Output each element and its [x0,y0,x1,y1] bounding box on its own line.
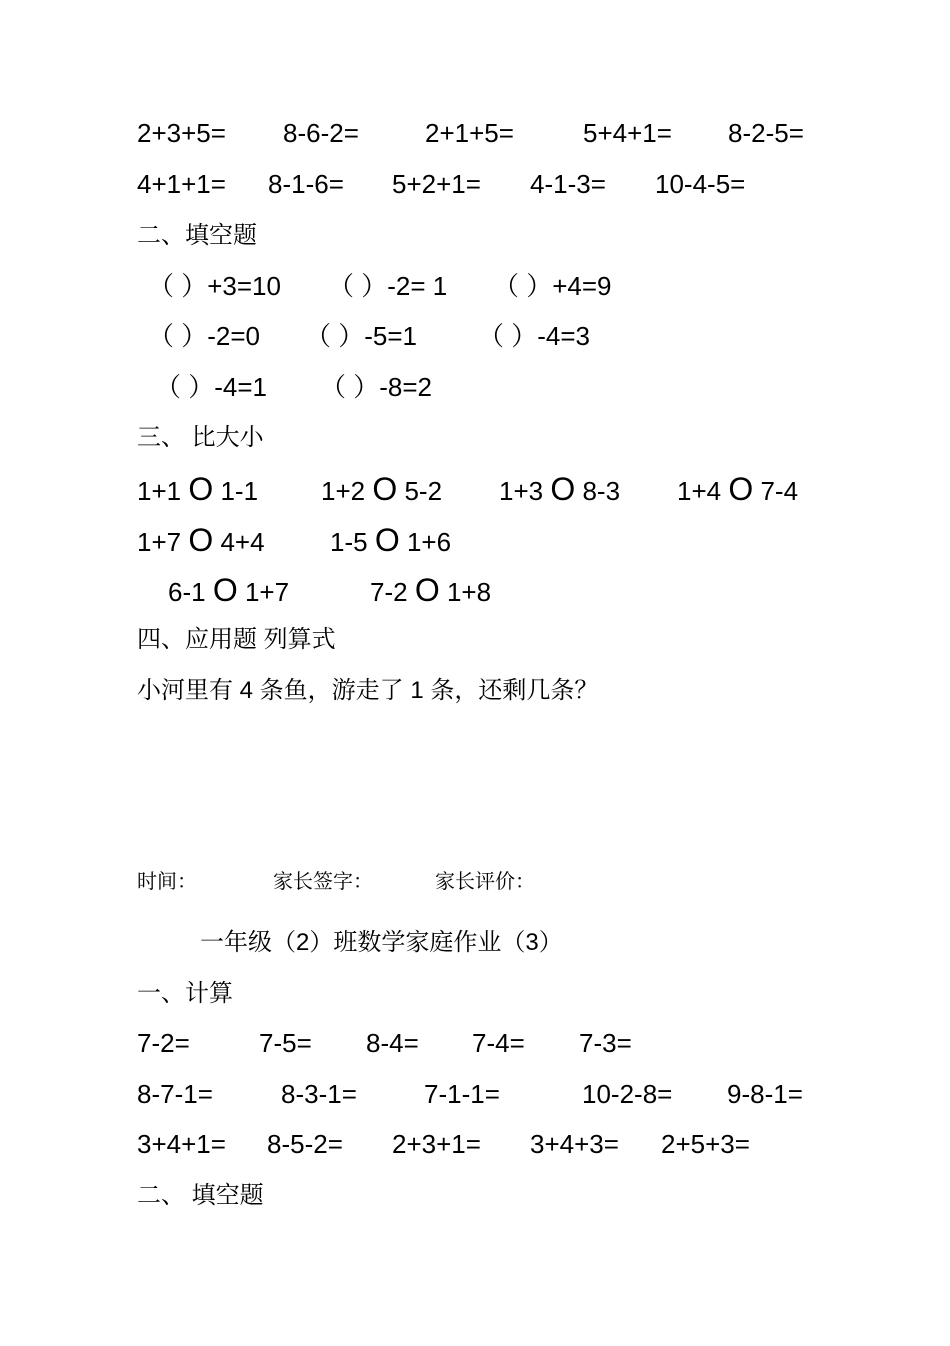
parent-sign-label: 家长签字： [273,871,373,893]
fill-blank: （ ）+3=10 [148,271,281,301]
expression: 5+4+1= [583,118,672,148]
expression: 4-1-3= [530,169,606,199]
compare-circle: O [188,522,214,558]
compare-left: 7-2 [370,577,408,607]
compare-circle: O [414,572,440,608]
section-heading-fill-2: 二、 填空题 [137,1182,264,1209]
section-heading-fill: 二、填空题 [137,222,257,249]
expression: 4+1+1= [137,169,226,199]
expression: 8-3-1= [281,1079,357,1109]
fill-blank: （ ）-8=2 [320,372,432,402]
compare-item [168,572,290,608]
expression: 2+5+3= [661,1129,750,1159]
expression: 2+3+5= [137,118,226,148]
fill-blank: （ ）-4=3 [478,321,590,351]
expression: 2+3+1= [392,1129,481,1159]
compare-right: 1+6 [406,527,452,557]
compare-item [499,471,621,507]
expression: 3+4+1= [137,1129,226,1159]
expression: 8-4= [366,1028,419,1058]
compare-right: 4+4 [220,527,265,557]
fill-blank: （ ）-2= 1 [328,271,448,301]
section-heading-compare: 三、 比大小 [137,424,264,451]
compare-circle: O [372,471,398,507]
compare-left: 1+2 [321,476,366,506]
compare-item [677,471,799,507]
expression: 9-8-1= [727,1079,803,1109]
expression: 7-1-1= [424,1079,500,1109]
section-heading-application: 四、应用题 列算式 [137,626,336,653]
compare-left: 1+1 [137,476,182,506]
compare-circle: O [728,471,754,507]
compare-left: 6-1 [168,577,206,607]
compare-left: 1+3 [499,476,544,506]
compare-item [330,522,452,558]
expression: 7-3= [579,1028,632,1058]
compare-item [137,471,259,507]
compare-circle: O [212,572,238,608]
fill-blank: （ ）-5=1 [305,321,417,351]
compare-circle: O [374,522,400,558]
time-label: 时间： [137,871,197,893]
fill-blank: （ ）-2=0 [148,321,260,351]
expression: 7-4= [472,1028,525,1058]
parent-comment-label: 家长评价： [435,871,535,893]
compare-left: 1-5 [330,527,368,557]
compare-circle: O [550,471,576,507]
expression: 8-2-5= [728,118,804,148]
compare-left: 1+7 [137,527,182,557]
compare-right: 1+8 [446,577,492,607]
expression: 8-1-6= [268,169,344,199]
compare-right: 7-4 [760,476,799,506]
compare-left: 1+4 [677,476,722,506]
expression: 8-5-2= [267,1129,343,1159]
compare-right: 1-1 [220,476,259,506]
compare-right: 8-3 [582,476,621,506]
expression: 7-5= [259,1028,312,1058]
expression: 2+1+5= [425,118,514,148]
compare-item [137,522,265,558]
application-question: 小河里有 4 条鱼，游走了 1 条，还剩几条？ [137,677,599,704]
expression: 10-4-5= [655,169,746,199]
section-heading-calc: 一、计算 [137,980,233,1007]
compare-right: 1+7 [244,577,290,607]
compare-item [370,572,492,608]
sheet-title: 一年级（2）班数学家庭作业（3） [200,929,563,956]
expression: 8-7-1= [137,1079,213,1109]
fill-blank: （ ）+4=9 [493,271,612,301]
fill-blank: （ ）-4=1 [155,372,267,402]
expression: 8-6-2= [283,118,359,148]
compare-item [321,471,443,507]
compare-circle: O [188,471,214,507]
expression: 7-2= [137,1028,190,1058]
compare-right: 5-2 [404,476,443,506]
expression: 3+4+3= [530,1129,619,1159]
expression: 10-2-8= [582,1079,673,1109]
expression: 5+2+1= [392,169,481,199]
